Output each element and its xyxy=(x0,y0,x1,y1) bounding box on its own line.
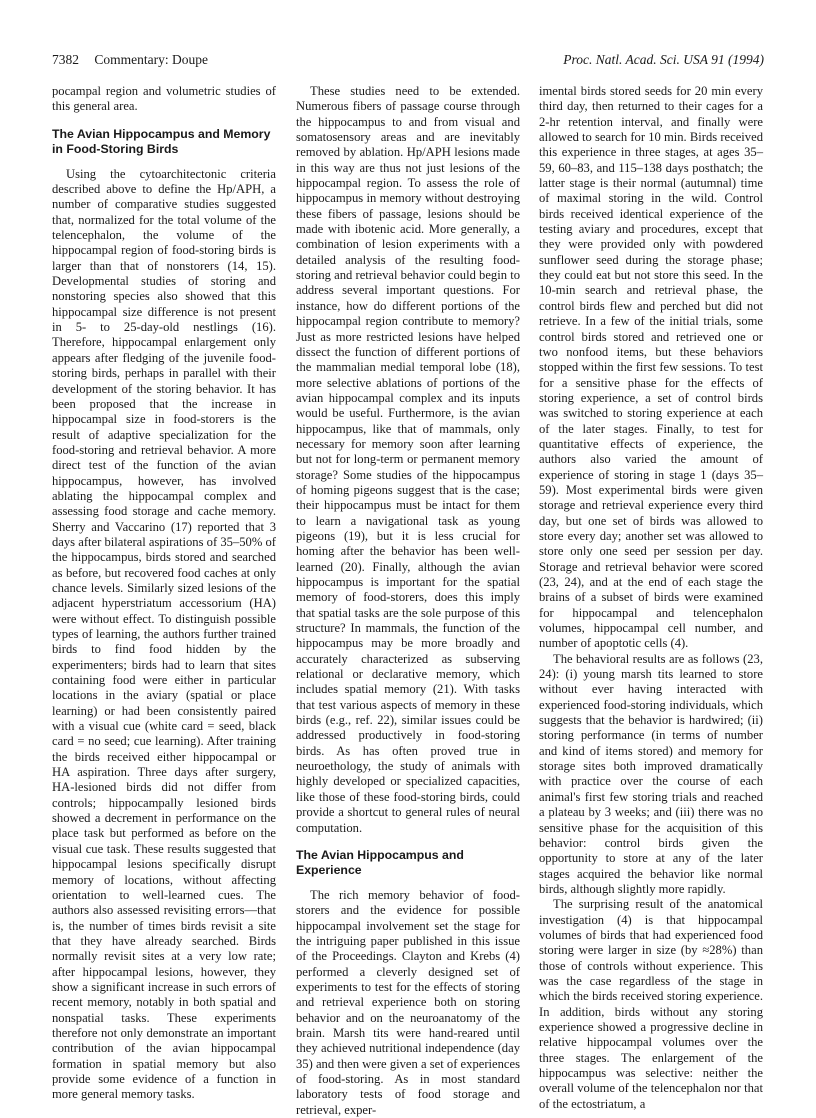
section-heading-memory: The Avian Hippocampus and Memory in Food-Storing Birds xyxy=(52,126,271,156)
section-heading-experience: The Avian Hippocampus and Experience xyxy=(296,847,464,877)
journal-citation: Proc. Natl. Acad. Sci. USA 91 (1994) xyxy=(563,52,764,67)
column-3 xyxy=(539,84,763,1112)
paragraph: imental birds stored seeds for 20 min every third day, then returned to their cages for a 2-hr retention interval, and finally were allowed to search for 10 min. Birds received this experience in three stages, at ages 35–59, 60–83, and 115–138 days posthatch; the latter stage is their normal (autumnal) time of maximal storing in the wild. Control birds received identical experience of the testing aviary and procedures, except that they were provided only with powdered sunflower seed during the storage phase; they could eat but not store this seed. In the 10-min search and retrieval phase, the control birds flew and perched but did not retrieve. In a few of the initial trials, some control birds stored and retrieved one or two nonfood items, but these behaviors stopped within the first few sessions. To test for a sensitive phase for the effects of storing experience, a set of control birds was switched to storing experience at each of the later stages. Finally, to test for quantitative effects of experience, the authors also varied the amount of experience of storing in stage 1 (days 35–59). Most experimental birds were given storage and retrieval experience every third day, but one set of birds was allowed to store every day; another set was allowed to store only one seed per session per day. Storage and retrieval behavior were scored (23, 24), and at the end of each stage the brains of a subset of birds were examined for hippocampal and telencephalon volumes, hippocampal cell number, and number of apoptotic cells (4). xyxy=(539,84,763,651)
paragraph: pocampal region and volumetric studies of this general area. xyxy=(52,84,276,114)
section-title: Commentary: Doupe xyxy=(94,52,208,67)
paragraph: These studies need to be extended. Numerous fibers of passage course through the hippocampus to and from visual and somatosensory areas and are inevitably removed by ablation. Hp/APH lesions made in this way are thus not just lesions of the hippocampal region. To assess the role of hippocampus in memory without destroying these fibers of passage, lesions should be made with ibotenic acid. More generally, a combination of lesion experiments with a detailed analysis of the resulting food-storing and retrieval behavior could begin to address several important questions. For instance, how do different portions of the hippocampal region contribute to memory? Just as more restricted lesions have helped dissect the function of different portions of the mammalian medial temporal lobe (18), more selective ablations of portions of the avian hippocampal complex and its inputs would be useful. Furthermore, is the avian hippocampus, like that of mammals, only necessary for memory soon after learning but not for long-term or permanent memory storage? Some studies of the hippocampus of homing pigeons suggest that is the case; their hippocampus must be intact for them to learn a navigational task as young pigeons (19), but it is less crucial for homing after the behavior has been well-learned (20). Finally, although the avian hippocampus is important for the spatial memory of food-storers, does this imply that spatial tasks are the sole purpose of this structure? In mammals, the function of the hippocampus may be more broadly and accurately characterized as subserving relational or declarative memory, which includes spatial memory (21). With tasks that test various aspects of memory in these birds (e.g., ref. 22), similar issues could be addressed productively in food-storing birds. As has often proved true in neuroethology, the study of animals with highly developed or specialized capacities, like those of these food-storing birds, could provide a shortcut to general rules of neural computation. xyxy=(296,84,520,835)
page-header xyxy=(52,52,764,72)
paragraph: The behavioral results are as follows (23, 24): (i) young marsh tits learned to store without ever having interacted with experienced food-storing individuals, which suggests that the behavior is hardwired; (ii) storing performance (in terms of number and kind of items stored) and memory for storage sites both improved dramatically with practice over the course of each animal's first few storing trials and reached a plateau by 3 weeks; and (iii) there was no sensitive phase for the acquisition of this behavior: control birds given the opportunity to store at any of the later stages acquired the behavior like normal birds, although slightly more rapidly. xyxy=(539,651,763,896)
header-left xyxy=(52,52,220,68)
page-number: 7382 xyxy=(52,52,79,67)
paragraph: The surprising result of the anatomical investigation (4) is that hippocampal volumes of birds that had experienced food storing were larger in size (by ≈28%) than those of controls without experience. This was the case regardless of the stage in which the birds received storing experience. In addition, birds without any storing experience showed a progressive decline in relative hippocampal volumes over the three stages. The enlargement of the hippocampus was selective: neither the overall volume of the telencephalon nor that of the ectostriatum, a xyxy=(539,897,763,1111)
paragraph: The rich memory behavior of food-storers and the evidence for possible hippocampal involvement set the stage for the intriguing paper published in this issue of the Proceedings. Clayton and Krebs (4) performed a cleverly designed set of experiments to test for the effects of storing and retrieval experience both on storing behavior and on the neuroanatomy of the brain. Marsh tits were hand-reared until they achieved nutritional independence (day 35) and then were given a set of experiences of food-storing. As in most standard laboratory tests of food storage and retrieval, exper- xyxy=(296,887,520,1117)
column-1 xyxy=(52,84,276,1103)
column-2 xyxy=(296,84,520,1118)
paragraph: Using the cytoarchitectonic criteria described above to define the Hp/APH, a number of comparative studies suggested that, normalized for the total volume of the telencephalon, the volume of the hippocampal region of food-storing birds is larger than that of nonstorers (14, 15). Developmental studies of storing and nonstoring species also showed that this hippocampal size difference is not present in 5- to 25-day-old nestlings (16). Therefore, hippocampal enlargement only appears after fledging of the juvenile food-storing birds, perhaps in parallel with their development of the storing behavior. It has been proposed that the increase in hippocampal size in food-storers is the result of adaptive specialization for the food-storing and retrieval behavior. A more direct test of the function of the avian hippocampus, however, has involved ablating the hippocampal complex and assessing food storage and cache memory. Sherry and Vaccarino (17) reported that 3 days after bilateral aspirations of 35–50% of the hippocampus, birds stored and searched as before, but recovered food caches at only chance levels. Similarly sized lesions of the adjacent hyperstriatum accessorium (HA) were without effect. To distinguish possible types of learning, the authors further trained birds to find food hidden by the experimenters; birds had to learn that sites containing food were either in particular locations in the aviary (spatial or place learning) or had been consistently paired with a visual cue (white card = seed, black card = no seed; cue learning). After training the birds received either hippocampal or HA aspiration. Three days after surgery, HA-lesioned birds did not differ from controls; hippocampally lesioned birds showed a decrement in performance on the place task but performed as before on the visual cue task. These results suggested that hippocampal lesions specifically disrupt memory of locations, without affecting orientation to well-learned cues. The authors also assessed revisiting errors—that is, the number of times birds revisit a site that they have already searched. Birds normally revisit sites at a very low rate; after hippocampal lesions, however, they show a significant increase in such errors of recent memory, notably in both spatial and nonspatial tasks. These experiments therefore not only demonstrate an important contribution of the avian hippocampal formation in spatial memory but also provide some evidence of a function in more general memory tasks. xyxy=(52,166,276,1102)
